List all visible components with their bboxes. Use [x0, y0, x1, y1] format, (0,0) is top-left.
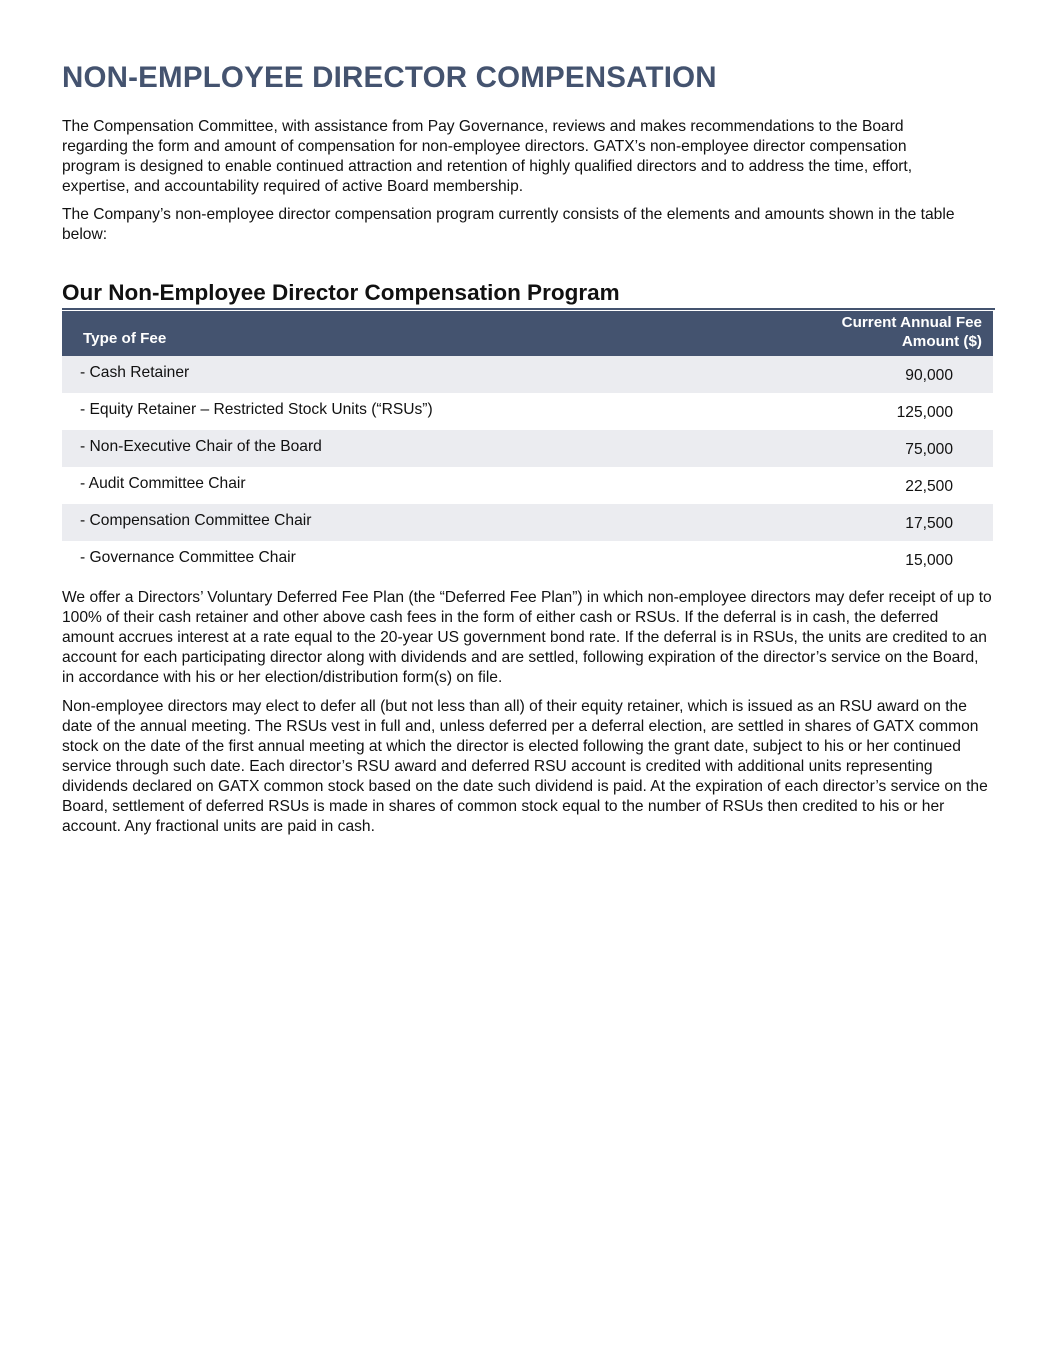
compensation-table [62, 311, 993, 578]
fee-type-cell: - Equity Retainer – Restricted Stock Units (“RSUs”) [80, 401, 433, 418]
fee-type-cell: - Audit Committee Chair [80, 475, 246, 492]
fee-type-cell: - Governance Committee Chair [80, 549, 296, 566]
equity-retainer-deferral-paragraph: Non-employee directors may elect to defer all (but not less than all) of their equity retainer, which is issued as an RSU award on the date of the annual meeting. The RSUs vest in full and, unless deferred per a deferral election, are settled in shares of GATX common stock on the date of the first annual meeting at which the director is elected following the grant date, subject to his or her continued service through such date. Each director’s RSU award and deferred RSU account is credited with additional units representing dividends declared on GATX common stock based on the date such dividend is paid. At the expiration of each director’s service on the Board, settlement of deferred RSUs is made in shares of common stock equal to the number of RSUs then credited to his or her account. Any fractional units are paid in cash. [62, 698, 988, 835]
fee-amount-cell: 15,000 [905, 552, 953, 569]
fee-amount-cell: 75,000 [905, 441, 953, 458]
fee-type-cell: - Compensation Committee Chair [80, 512, 312, 529]
fee-type-cell: - Cash Retainer [80, 364, 190, 381]
table-header [62, 311, 993, 356]
table-row [62, 356, 993, 393]
table-row [62, 541, 993, 578]
table-row [62, 504, 993, 541]
page-title: NON-EMPLOYEE DIRECTOR COMPENSATION [62, 61, 717, 94]
intro-paragraph: The Compensation Committee, with assistance from Pay Governance, reviews and makes recommendations to the Board regarding the form and amount of compensation for non-employee directors. GATX’s non-employee director compensation program is designed to enable continued attraction and retention of highly qualified directors and to address the time, effort, expertise, and accountability required of active Board membership. [62, 118, 913, 195]
header-type-of-fee: Type of Fee [83, 330, 167, 347]
title-divider [62, 308, 995, 310]
intro-paragraph: The Company’s non-employee director compensation program currently consists of the elements and amounts shown in the table below: [62, 206, 955, 243]
table-title: Our Non-Employee Director Compensation Program [62, 280, 620, 305]
table-row [62, 393, 993, 430]
fee-amount-cell: 17,500 [905, 515, 953, 532]
table-row [62, 467, 993, 504]
fee-amount-cell: 125,000 [896, 404, 953, 421]
fee-amount-cell: 90,000 [905, 367, 953, 384]
header-fee-amount: Current Annual Fee Amount ($) [841, 314, 982, 350]
table-row [62, 430, 993, 467]
fee-amount-cell: 22,500 [905, 478, 953, 495]
deferred-fee-plan-paragraph: We offer a Directors’ Voluntary Deferred Fee Plan (the “Deferred Fee Plan”) in which non-employee directors may defer receipt of up to 100% of their cash retainer and other above cash fees in the form of either cash or RSUs. If the deferral is in cash, the deferred amount accrues interest at a rate equal to the 20-year US government bond rate. If the deferral is in RSUs, the units are credited to an account for each participating director along with dividends and are settled, following expiration of the director’s service on the Board, in accordance with his or her election/distribution form(s) on file. [62, 589, 992, 686]
fee-type-cell: - Non-Executive Chair of the Board [80, 438, 322, 455]
